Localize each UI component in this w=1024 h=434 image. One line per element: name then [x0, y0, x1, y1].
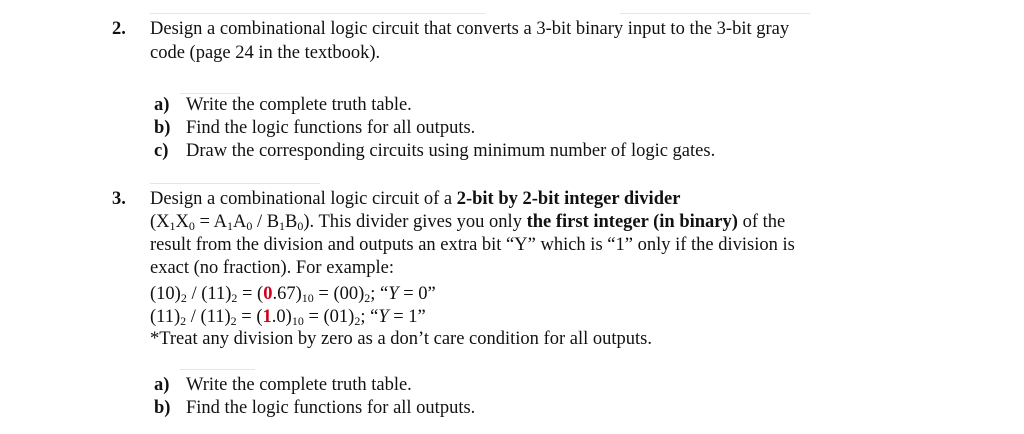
item-label: a) — [154, 95, 170, 115]
item-label: a) — [154, 375, 170, 395]
item-label: c) — [154, 141, 169, 161]
faint-rule — [150, 13, 485, 14]
item-text: Write the complete truth table. — [186, 375, 412, 395]
item-text: Find the logic functions for all outputs. — [186, 398, 476, 418]
question-number: 3. — [112, 189, 126, 209]
faint-rule — [180, 369, 255, 370]
note-text: *Treat any division by zero as a don’t care condition for all outputs. — [150, 329, 652, 349]
example-line: $(11)_2 / (11)_2 = (1.0)_{10} = (01)_2$; “Y = 1” — [150, 307, 426, 328]
question-text — [150, 188, 680, 210]
list-item — [154, 397, 475, 419]
question-text: code (page 24 in the textbook). — [150, 43, 381, 63]
list-item — [154, 117, 475, 139]
example-line: $(10)_2 / (11)_2 = (0.67)_{10} = (00)_2$; “Y = 0” — [150, 284, 436, 305]
faint-rule — [620, 13, 810, 14]
item-label: b) — [154, 398, 171, 418]
item-text: Write the complete truth table. — [186, 95, 412, 115]
faint-rule — [150, 183, 320, 184]
question-text-bold: 2-bit by 2-bit integer divider — [456, 189, 681, 209]
question-text: exact (no fraction). For example: — [150, 258, 394, 278]
item-label: b) — [154, 118, 171, 138]
question-text-plain: Design a combinational logic circuit of a — [150, 189, 457, 209]
question-text-equation: $(X_1X_0 = A_1A_0 / B_1B_0)$. This divider gives you only the first integer (in binary) of the — [150, 212, 786, 233]
list-item — [154, 94, 412, 116]
list-item — [154, 374, 412, 396]
question-text: result from the division and outputs an extra bit “Y” which is “1” only if the division is — [150, 235, 795, 255]
question-number: 2. — [112, 19, 126, 39]
item-text: Find the logic functions for all outputs. — [186, 118, 476, 138]
list-item — [154, 140, 715, 162]
item-text: Draw the corresponding circuits using minimum number of logic gates. — [186, 141, 716, 161]
question-text: Design a combinational logic circuit that converts a 3-bit binary input to the 3-bit gray — [150, 19, 790, 39]
